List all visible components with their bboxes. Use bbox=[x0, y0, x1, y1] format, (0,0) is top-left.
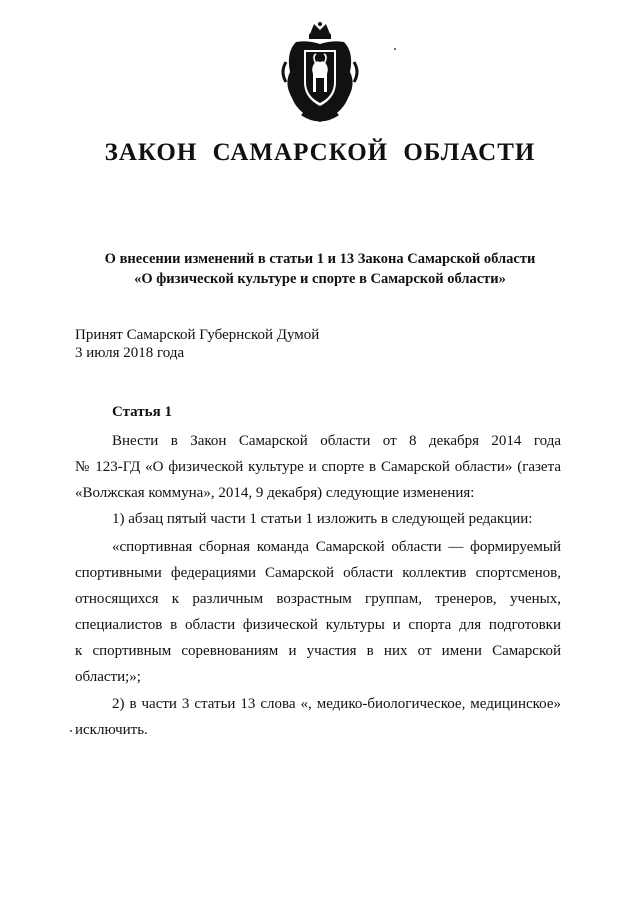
quote-line: специалистов в области физической культуры и спорта для подготовки bbox=[75, 617, 561, 633]
adoption-info bbox=[75, 326, 319, 362]
subject-line-1: О внесении изменений в статьи 1 и 13 Закона Самарской области bbox=[104, 251, 536, 267]
intro-line: Внести в Закон Самарской области от 8 декабря 2014 года bbox=[112, 433, 561, 449]
scan-speck bbox=[70, 730, 72, 732]
intro-line: № 123-ГД «О физической культуре и спорте в Самарской области» (газета bbox=[75, 459, 561, 475]
adoption-date: 3 июля 2018 года bbox=[75, 345, 185, 361]
quote-line: спортивными федерациями Самарской области коллектив спортсменов, bbox=[75, 565, 561, 581]
subject-line-2: «О физической культуре и спорте в Самарской области» bbox=[134, 271, 506, 287]
item-2-text: 2) в части 3 статьи 13 слова «, медико-биологическое, медицинское» bbox=[112, 696, 561, 712]
quote-line: относящихся к различным возрастным группам, тренеров, ученых, bbox=[75, 591, 561, 607]
article-intro bbox=[75, 428, 561, 506]
item-2-text: исключить. bbox=[75, 722, 148, 738]
adoption-body: Принят Самарской Губернской Думой bbox=[75, 327, 320, 343]
coat-of-arms-emblem bbox=[280, 22, 360, 128]
item-1-text: 1) абзац пятый части 1 статьи 1 изложить в следующей редакции: bbox=[112, 511, 533, 527]
quoted-definition bbox=[75, 534, 561, 690]
quote-line: «спортивная сборная команда Самарской области — формируемый bbox=[112, 539, 561, 555]
article-heading: Статья 1 bbox=[112, 404, 172, 420]
quote-line: к спортивным соревнованиям и участия в них от имени Самарской bbox=[75, 643, 561, 659]
intro-line: «Волжская коммуна», 2014, 9 декабря) следующие изменения: bbox=[75, 485, 475, 501]
item-2 bbox=[75, 691, 561, 743]
scan-speck bbox=[394, 48, 396, 50]
law-subject bbox=[0, 249, 640, 289]
quote-line: области;»; bbox=[75, 669, 141, 685]
law-title: ЗАКОН САМАРСКОЙ ОБЛАСТИ bbox=[104, 139, 536, 166]
item-1 bbox=[75, 506, 561, 532]
